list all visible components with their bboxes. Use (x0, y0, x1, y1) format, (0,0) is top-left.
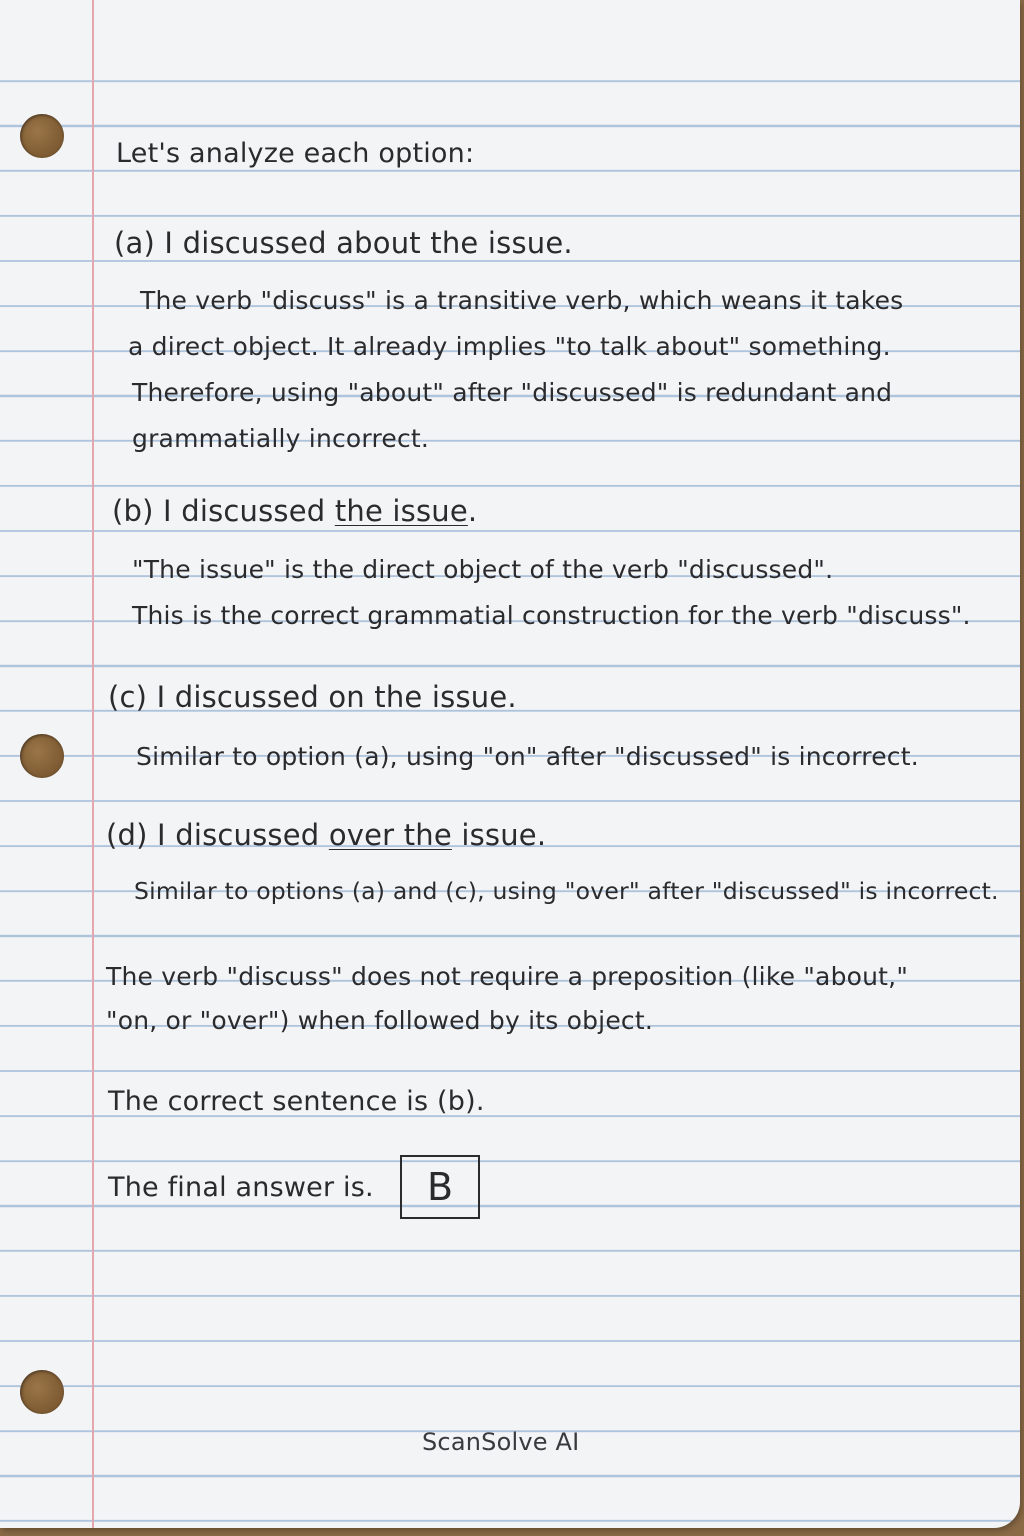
option-c-explanation-line: Similar to option (a), using "on" after "discussed" is incorrect. (136, 742, 919, 771)
binder-hole (20, 114, 64, 158)
option-a-explanation-line: Therefore, using "about" after "discussed" is redundant and (132, 378, 893, 407)
summary-line: The verb "discuss" does not require a preposition (like "about," (106, 962, 909, 991)
option-b-lead-start: (b) I discussed (112, 494, 335, 528)
option-a-explanation-line: grammatially incorrect. (132, 424, 430, 453)
option-c-lead: (c) I discussed on the issue. (108, 680, 517, 714)
option-d-lead (106, 818, 546, 852)
margin-line (92, 0, 94, 1528)
option-a-lead: (a) I discussed about the issue. (114, 226, 573, 260)
final-answer-value: B (426, 1165, 454, 1209)
option-b-lead (112, 494, 477, 528)
option-d-lead-end: issue. (451, 818, 547, 852)
binder-hole (20, 1370, 64, 1414)
option-b-explanation-line: This is the correct grammatial construction for the verb "discuss". (132, 601, 971, 630)
final-answer-box (400, 1155, 480, 1219)
summary-line: "on, or "over") when followed by its object. (106, 1006, 654, 1035)
option-d-explanation-line: Similar to options (a) and (c), using "over" after "discussed" is incorrect. (134, 877, 999, 905)
conclusion-text: The correct sentence is (b). (108, 1086, 485, 1117)
intro-text: Let's analyze each option: (116, 138, 475, 169)
binder-hole (20, 734, 64, 778)
footer-brand: ScanSolve AI (422, 1428, 580, 1456)
option-a-explanation-line: The verb "discuss" is a transitive verb, which weans it takes (140, 286, 904, 315)
option-d-underlined-phrase: over the (328, 818, 452, 852)
final-answer-label: The final answer is. (108, 1172, 374, 1203)
option-b-underlined-phrase: the issue (334, 494, 468, 528)
option-b-explanation-line: "The issue" is the direct object of the verb "discussed". (132, 555, 834, 584)
option-d-lead-start: (d) I discussed (106, 818, 329, 852)
option-b-lead-end: . (467, 494, 478, 528)
option-a-explanation-line: a direct object. It already implies "to talk about" something. (128, 332, 891, 361)
